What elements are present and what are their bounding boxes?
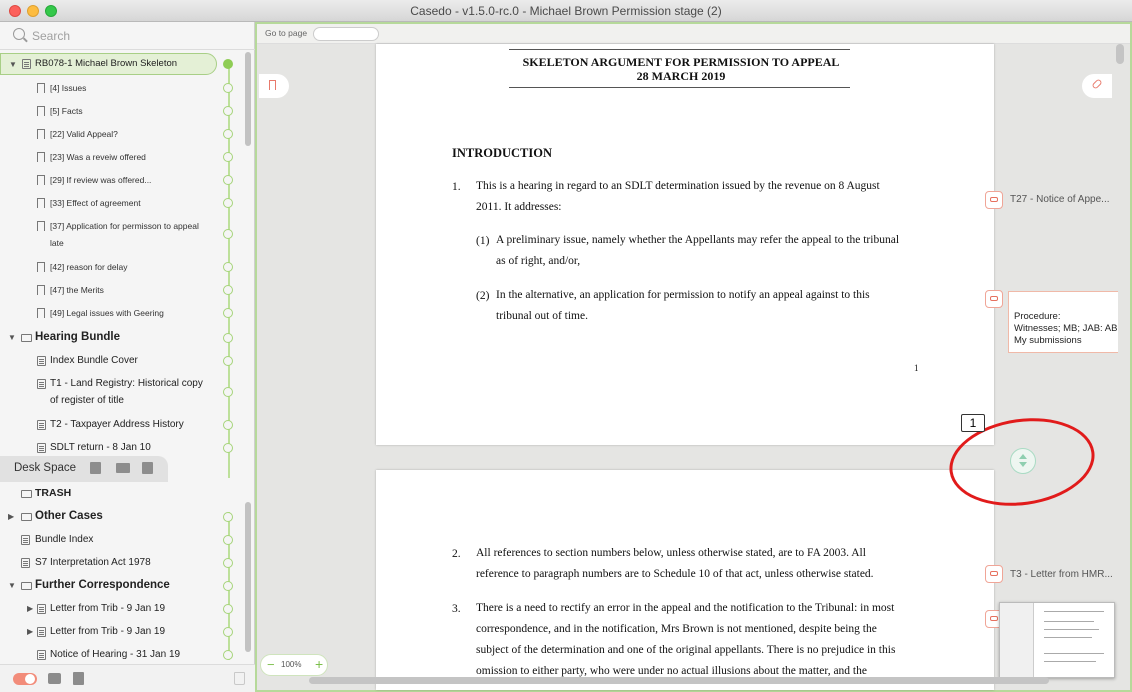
timeline-node[interactable] [223, 512, 233, 522]
tree-item-document[interactable]: Bundle Index [0, 530, 240, 550]
thumbnail-sidebar [1000, 603, 1034, 678]
window-title: Casedo - v1.5.0-rc.0 - Michael Brown Permission stage (2) [410, 4, 722, 18]
export-icon[interactable] [73, 672, 84, 685]
bookmark-item[interactable]: [37] Application for permisson to appeal late [0, 218, 240, 254]
trash-icon[interactable] [234, 672, 245, 685]
document-icon [22, 59, 31, 69]
sidebar-scrollbar[interactable] [245, 52, 251, 146]
timeline-node[interactable] [223, 129, 233, 139]
subparagraph-number: (2) [476, 290, 490, 302]
annotation-toggle[interactable] [13, 673, 37, 685]
caret-down-icon[interactable]: ▼ [9, 60, 17, 69]
bookmark-icon [37, 106, 45, 116]
bundle-tree [0, 52, 255, 478]
timeline-node[interactable] [223, 229, 233, 239]
bookmark-icon [37, 262, 45, 272]
tree-folder-other-cases[interactable]: ▶ Other Cases [8, 510, 103, 522]
document-icon [37, 356, 46, 366]
timeline-node[interactable] [223, 627, 233, 637]
document-icon [37, 420, 46, 430]
paragraph-text: There is a need to rectify an error in the appeal and the notification to the Tribunal: in most correspondence, and in the notification, Mrs Brown is not mentioned, despite being the subject of the determination and one of the original appellants. There is no prejudice in this omission to either party, who were under no actual illusions about the matter, and the [476, 602, 896, 677]
link-icon [1091, 78, 1102, 89]
callout-number: 1 [961, 414, 985, 432]
bookmark-item[interactable]: [33] Effect of agreement [0, 195, 240, 213]
tree-item-document[interactable]: Index Bundle Cover [0, 351, 240, 371]
bookmark-item[interactable]: [4] Issues [0, 80, 240, 98]
note-annotation-icon[interactable] [985, 290, 1003, 308]
thumbnail-line [1044, 637, 1092, 638]
tree-item-document[interactable]: SDLT return - 8 Jan 10 [0, 438, 240, 458]
title-rule-bottom [509, 87, 850, 88]
tree-item-document[interactable]: Notice of Hearing - 31 Jan 19 [0, 645, 240, 664]
paragraph-text: All references to section numbers below, unless otherwise stated, are to FA 2003. All reference to paragraph numbers are to Schedule 10 of that act, unless otherwise stated. [476, 547, 874, 580]
document-page-1 [376, 44, 994, 445]
timeline-node[interactable] [223, 285, 233, 295]
timeline-node[interactable] [223, 420, 233, 430]
document-title: SKELETON ARGUMENT FOR PERMISSION TO APPEAL [522, 55, 840, 69]
timeline-node[interactable] [223, 356, 233, 366]
document-icon [37, 604, 46, 614]
page-thumbnail-preview[interactable] [999, 602, 1115, 678]
tree-folder-trash[interactable]: TRASH [0, 484, 240, 504]
bookmark-icon [37, 308, 45, 318]
document-icon [37, 627, 46, 637]
paragraph-text: This is a hearing in regard to an SDLT determination issued by the revenue on 8 August 2011. It addresses: [476, 180, 880, 213]
link-icon [990, 616, 998, 621]
caret-right-icon[interactable]: ▶ [27, 604, 34, 613]
timeline-node[interactable] [223, 535, 233, 545]
thumbnail-line [1044, 661, 1096, 662]
tree-folder-hearing-bundle[interactable]: ▼ Hearing Bundle [8, 331, 120, 343]
bookmark-item[interactable]: [5] Facts [0, 103, 240, 121]
subparagraph-text: A preliminary issue, namely whether the Appellants may refer the appeal to the tribunal as of right, and/or, [496, 234, 900, 267]
document-icon [21, 535, 30, 545]
sidebar-footer [0, 664, 255, 692]
link-icon [990, 197, 998, 202]
timeline-node[interactable] [223, 262, 233, 272]
folder-icon [21, 334, 32, 342]
note-annotation-box[interactable]: Procedure: Witnesses; MB; JAB: AB My submissions [1008, 291, 1118, 353]
timeline-node[interactable] [223, 333, 233, 343]
timeline-node[interactable] [223, 581, 233, 591]
paragraph-number: 3. [452, 603, 461, 615]
timeline-node[interactable] [223, 175, 233, 185]
link-annotation-icon[interactable] [985, 191, 1003, 209]
desk-space-tree [0, 482, 255, 664]
search-bar [0, 22, 255, 50]
zoom-out-button[interactable]: − [267, 657, 275, 672]
subparagraph-number: (1) [476, 235, 490, 247]
desk-space-scrollbar[interactable] [245, 502, 251, 652]
bookmark-icon [37, 129, 45, 139]
timeline-node[interactable] [223, 604, 233, 614]
add-bookmark-button[interactable] [259, 74, 289, 98]
tree-item-document[interactable]: S7 Interpretation Act 1978 [0, 553, 240, 573]
document-icon[interactable] [142, 462, 153, 474]
tree-folder-further-correspondence[interactable]: ▼ Further Correspondence [8, 579, 170, 591]
bookmark-icon [37, 83, 45, 93]
link-annotation-label[interactable]: T3 - Letter from HMR... [1010, 569, 1113, 580]
folder-icon [21, 490, 32, 498]
viewer-horizontal-scrollbar[interactable] [309, 677, 1049, 684]
zoom-level[interactable]: 100% [281, 660, 302, 669]
bookmark-item[interactable]: [47] the Merits [0, 282, 240, 300]
bookmark-icon [37, 152, 45, 162]
bookmark-icon [37, 285, 45, 295]
link-annotation-icon[interactable] [985, 565, 1003, 583]
caret-down-icon[interactable]: ▼ [8, 581, 16, 590]
bookmark-item[interactable]: [49] Legal issues with Geering [0, 305, 240, 323]
tree-item-document[interactable]: ▶ Letter from Trib - 9 Jan 19 [27, 626, 166, 637]
sidebar [0, 22, 255, 692]
document-icon [37, 650, 46, 660]
timeline-node[interactable] [223, 59, 233, 69]
caret-right-icon[interactable]: ▶ [8, 512, 15, 521]
bookmark-icon [37, 175, 45, 185]
timeline-node[interactable] [223, 83, 233, 93]
caret-down-icon[interactable]: ▼ [8, 333, 16, 342]
title-bar [0, 0, 1132, 22]
timeline-node[interactable] [223, 308, 233, 318]
link-annotation-label[interactable]: T27 - Notice of Appe... [1010, 194, 1110, 205]
timeline-node[interactable] [223, 443, 233, 453]
document-icon [37, 443, 46, 453]
thumbnail-line [1044, 629, 1099, 630]
add-link-button[interactable] [1082, 74, 1112, 98]
link-icon [990, 571, 998, 576]
folder-icon [21, 582, 32, 590]
bookmark-icon [37, 198, 45, 208]
folder-icon[interactable] [116, 463, 130, 473]
folder-icon [21, 513, 32, 521]
document-icon [37, 379, 46, 389]
bookmark-icon [269, 80, 276, 90]
page-number: 1 [914, 363, 919, 373]
timeline-node[interactable] [223, 387, 233, 397]
document-page-2 [376, 470, 994, 690]
goto-bar [257, 24, 1130, 44]
document-date: 28 MARCH 2019 [636, 69, 726, 83]
bookmark-item[interactable]: [23] Was a reveiw offered [0, 149, 240, 167]
tree-item-document[interactable]: T1 - Land Registry: Historical copy of register of title [0, 374, 240, 412]
tree-item-document[interactable]: ▶ Letter from Trib - 9 Jan 19 [27, 603, 166, 614]
comment-icon [990, 296, 998, 301]
bookmark-item[interactable]: [42] reason for delay [0, 259, 240, 277]
section-heading: INTRODUCTION [452, 146, 553, 160]
timeline-node[interactable] [223, 106, 233, 116]
search-icon [13, 28, 25, 40]
bookmark-icon [37, 221, 45, 231]
goto-page-label: Go to page [265, 28, 308, 38]
paragraph-number: 2. [452, 548, 461, 560]
zoom-control [260, 654, 328, 676]
goto-page-input[interactable] [313, 27, 379, 41]
document-icon [21, 558, 30, 568]
bookmark-item[interactable]: [29] If review was offered... [0, 172, 240, 190]
thumbnail-line [1044, 653, 1104, 654]
zoom-in-button[interactable]: + [315, 656, 324, 672]
search-input[interactable] [32, 28, 232, 44]
timeline-node[interactable] [223, 198, 233, 208]
tree-item-label: RB078-1 Michael Brown Skeleton [35, 58, 178, 69]
paragraph-number: 1. [452, 181, 461, 193]
desk-space-bar [0, 456, 255, 482]
tree-item-document[interactable]: T2 - Taxpayer Address History [0, 415, 240, 435]
title-rule-top [509, 49, 850, 50]
timeline-node[interactable] [223, 152, 233, 162]
document-stack-icon[interactable] [90, 462, 101, 474]
desk-space-label: Desk Space [14, 462, 77, 474]
timeline-node[interactable] [223, 558, 233, 568]
desk-space-tab[interactable] [0, 456, 168, 482]
subparagraph-text: In the alternative, an application for permission to notify an appeal against to this tribunal out of time. [496, 289, 870, 322]
caret-right-icon[interactable]: ▶ [27, 627, 34, 636]
bookmark-item[interactable]: [22] Valid Appeal? [0, 126, 240, 144]
printer-icon[interactable] [48, 673, 61, 684]
timeline-node[interactable] [223, 650, 233, 660]
thumbnail-line [1044, 611, 1104, 612]
viewer-vertical-scrollbar[interactable] [1116, 44, 1124, 64]
document-viewer [255, 22, 1132, 692]
tree-item-skeleton[interactable] [0, 53, 217, 75]
thumbnail-line [1044, 621, 1094, 622]
